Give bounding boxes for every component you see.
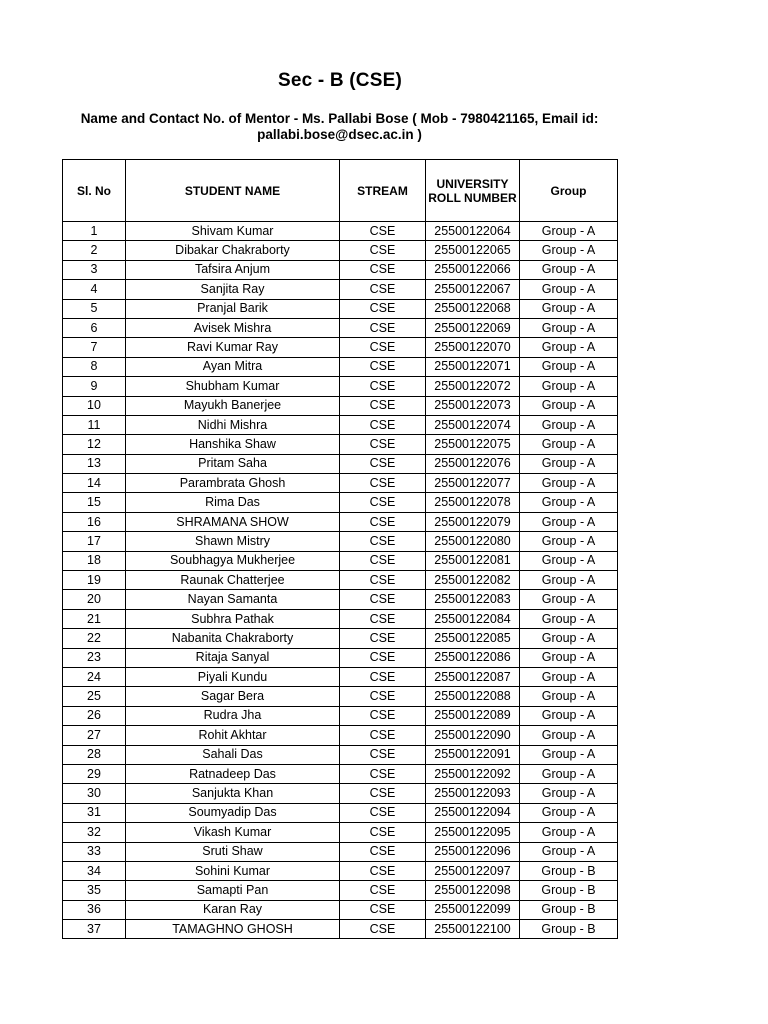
cell-sl-no: 19 <box>63 571 126 590</box>
table-row <box>63 609 618 628</box>
table-row <box>63 338 618 357</box>
cell-sl-no: 17 <box>63 532 126 551</box>
cell-university-roll-number: 25500122079 <box>426 512 520 531</box>
cell-student-name: Rudra Jha <box>126 706 340 725</box>
cell-student-name: Shubham Kumar <box>126 377 340 396</box>
table-row <box>63 571 618 590</box>
cell-sl-no: 15 <box>63 493 126 512</box>
cell-student-name: Nayan Samanta <box>126 590 340 609</box>
cell-student-name: TAMAGHNO GHOSH <box>126 920 340 939</box>
cell-university-roll-number: 25500122077 <box>426 474 520 493</box>
cell-sl-no: 21 <box>63 609 126 628</box>
cell-student-name: Raunak Chatterjee <box>126 571 340 590</box>
cell-student-name: Subhra Pathak <box>126 609 340 628</box>
mentor-info-line-2: pallabi.bose@dsec.ac.in ) <box>257 127 422 142</box>
cell-stream: CSE <box>340 299 426 318</box>
table-row <box>63 745 618 764</box>
cell-stream: CSE <box>340 280 426 299</box>
cell-stream: CSE <box>340 396 426 415</box>
cell-university-roll-number: 25500122064 <box>426 222 520 241</box>
cell-student-name: Pritam Saha <box>126 454 340 473</box>
cell-group: Group - A <box>520 648 618 667</box>
cell-stream: CSE <box>340 881 426 900</box>
cell-group: Group - A <box>520 803 618 822</box>
cell-student-name: SHRAMANA SHOW <box>126 512 340 531</box>
table-row <box>63 377 618 396</box>
cell-group: Group - B <box>520 920 618 939</box>
table-row <box>63 222 618 241</box>
cell-group: Group - A <box>520 493 618 512</box>
cell-university-roll-number: 25500122069 <box>426 318 520 337</box>
cell-student-name: Sanjita Ray <box>126 280 340 299</box>
student-roster-table <box>62 159 618 939</box>
cell-student-name: Soumyadip Das <box>126 803 340 822</box>
cell-stream: CSE <box>340 764 426 783</box>
cell-stream: CSE <box>340 435 426 454</box>
cell-sl-no: 22 <box>63 629 126 648</box>
cell-stream: CSE <box>340 512 426 531</box>
cell-group: Group - B <box>520 881 618 900</box>
cell-group: Group - A <box>520 454 618 473</box>
cell-student-name: Mayukh Banerjee <box>126 396 340 415</box>
cell-university-roll-number: 25500122071 <box>426 357 520 376</box>
cell-student-name: Nidhi Mishra <box>126 415 340 434</box>
page-title: Sec - B (CSE) <box>277 70 402 91</box>
cell-student-name: Ayan Mitra <box>126 357 340 376</box>
cell-student-name: Vikash Kumar <box>126 823 340 842</box>
cell-group: Group - A <box>520 318 618 337</box>
cell-stream: CSE <box>340 590 426 609</box>
cell-sl-no: 37 <box>63 920 126 939</box>
cell-group: Group - A <box>520 726 618 745</box>
cell-university-roll-number: 25500122096 <box>426 842 520 861</box>
table-row <box>63 280 618 299</box>
cell-sl-no: 10 <box>63 396 126 415</box>
table-row <box>63 357 618 376</box>
mentor-info-line-1: Name and Contact No. of Mentor - Ms. Pallabi Bose ( Mob - 7980421165, Email id: <box>80 111 599 126</box>
cell-sl-no: 26 <box>63 706 126 725</box>
cell-university-roll-number: 25500122088 <box>426 687 520 706</box>
cell-sl-no: 7 <box>63 338 126 357</box>
cell-stream: CSE <box>340 745 426 764</box>
cell-student-name: Samapti Pan <box>126 881 340 900</box>
cell-university-roll-number: 25500122075 <box>426 435 520 454</box>
cell-sl-no: 6 <box>63 318 126 337</box>
cell-stream: CSE <box>340 377 426 396</box>
cell-sl-no: 3 <box>63 260 126 279</box>
table-row <box>63 764 618 783</box>
table-row <box>63 687 618 706</box>
cell-sl-no: 30 <box>63 784 126 803</box>
cell-stream: CSE <box>340 706 426 725</box>
cell-stream: CSE <box>340 222 426 241</box>
cell-university-roll-number: 25500122072 <box>426 377 520 396</box>
cell-sl-no: 32 <box>63 823 126 842</box>
cell-sl-no: 14 <box>63 474 126 493</box>
cell-university-roll-number: 25500122076 <box>426 454 520 473</box>
cell-group: Group - A <box>520 377 618 396</box>
table-row <box>63 260 618 279</box>
header-sl-no: Sl. No <box>63 160 126 222</box>
table-row <box>63 861 618 880</box>
cell-student-name: Nabanita Chakraborty <box>126 629 340 648</box>
cell-group: Group - A <box>520 667 618 686</box>
header-university-roll-number <box>426 160 520 222</box>
cell-stream: CSE <box>340 609 426 628</box>
table-row <box>63 629 618 648</box>
cell-university-roll-number: 25500122086 <box>426 648 520 667</box>
cell-group: Group - A <box>520 338 618 357</box>
cell-sl-no: 24 <box>63 667 126 686</box>
table-row <box>63 590 618 609</box>
cell-stream: CSE <box>340 241 426 260</box>
cell-student-name: Tafsira Anjum <box>126 260 340 279</box>
cell-sl-no: 9 <box>63 377 126 396</box>
cell-sl-no: 12 <box>63 435 126 454</box>
cell-university-roll-number: 25500122090 <box>426 726 520 745</box>
cell-university-roll-number: 25500122097 <box>426 861 520 880</box>
table-row <box>63 823 618 842</box>
cell-sl-no: 1 <box>63 222 126 241</box>
cell-student-name: Piyali Kundu <box>126 667 340 686</box>
cell-stream: CSE <box>340 454 426 473</box>
cell-student-name: Karan Ray <box>126 900 340 919</box>
cell-group: Group - A <box>520 280 618 299</box>
table-row <box>63 299 618 318</box>
cell-stream: CSE <box>340 667 426 686</box>
cell-group: Group - A <box>520 706 618 725</box>
header-roll-line-1: UNIVERSITY <box>436 176 509 191</box>
cell-student-name: Sagar Bera <box>126 687 340 706</box>
cell-university-roll-number: 25500122095 <box>426 823 520 842</box>
cell-student-name: Rima Das <box>126 493 340 512</box>
header-roll-line-2: ROLL NUMBER <box>428 190 517 205</box>
cell-university-roll-number: 25500122066 <box>426 260 520 279</box>
cell-group: Group - A <box>520 222 618 241</box>
cell-student-name: Sruti Shaw <box>126 842 340 861</box>
cell-group: Group - A <box>520 609 618 628</box>
cell-stream: CSE <box>340 571 426 590</box>
cell-group: Group - A <box>520 823 618 842</box>
table-row <box>63 493 618 512</box>
table-row <box>63 726 618 745</box>
cell-university-roll-number: 25500122100 <box>426 920 520 939</box>
cell-stream: CSE <box>340 920 426 939</box>
cell-sl-no: 20 <box>63 590 126 609</box>
cell-stream: CSE <box>340 648 426 667</box>
cell-sl-no: 28 <box>63 745 126 764</box>
cell-stream: CSE <box>340 842 426 861</box>
cell-stream: CSE <box>340 532 426 551</box>
table-row <box>63 784 618 803</box>
table-row <box>63 396 618 415</box>
cell-university-roll-number: 25500122070 <box>426 338 520 357</box>
cell-student-name: Sahali Das <box>126 745 340 764</box>
cell-sl-no: 8 <box>63 357 126 376</box>
table-row <box>63 803 618 822</box>
table-row <box>63 318 618 337</box>
cell-stream: CSE <box>340 415 426 434</box>
cell-sl-no: 25 <box>63 687 126 706</box>
cell-stream: CSE <box>340 861 426 880</box>
cell-sl-no: 23 <box>63 648 126 667</box>
cell-group: Group - A <box>520 842 618 861</box>
cell-sl-no: 11 <box>63 415 126 434</box>
cell-group: Group - A <box>520 571 618 590</box>
cell-stream: CSE <box>340 474 426 493</box>
cell-student-name: Pranjal Barik <box>126 299 340 318</box>
cell-group: Group - A <box>520 357 618 376</box>
cell-university-roll-number: 25500122081 <box>426 551 520 570</box>
cell-group: Group - A <box>520 299 618 318</box>
table-row <box>63 415 618 434</box>
cell-group: Group - B <box>520 861 618 880</box>
table-row <box>63 241 618 260</box>
cell-university-roll-number: 25500122099 <box>426 900 520 919</box>
cell-university-roll-number: 25500122067 <box>426 280 520 299</box>
cell-group: Group - A <box>520 687 618 706</box>
cell-sl-no: 2 <box>63 241 126 260</box>
cell-student-name: Rohit Akhtar <box>126 726 340 745</box>
table-row <box>63 512 618 531</box>
header-stream: STREAM <box>340 160 426 222</box>
cell-student-name: Hanshika Shaw <box>126 435 340 454</box>
table-row <box>63 706 618 725</box>
cell-university-roll-number: 25500122098 <box>426 881 520 900</box>
cell-group: Group - A <box>520 590 618 609</box>
cell-student-name: Ritaja Sanyal <box>126 648 340 667</box>
cell-stream: CSE <box>340 551 426 570</box>
cell-sl-no: 29 <box>63 764 126 783</box>
table-row <box>63 474 618 493</box>
header-row <box>63 160 618 222</box>
cell-stream: CSE <box>340 629 426 648</box>
cell-university-roll-number: 25500122084 <box>426 609 520 628</box>
cell-group: Group - A <box>520 435 618 454</box>
cell-university-roll-number: 25500122093 <box>426 784 520 803</box>
table-header <box>63 160 618 222</box>
cell-university-roll-number: 25500122089 <box>426 706 520 725</box>
table-row <box>63 454 618 473</box>
cell-group: Group - A <box>520 764 618 783</box>
cell-sl-no: 4 <box>63 280 126 299</box>
cell-group: Group - A <box>520 745 618 764</box>
cell-student-name: Ravi Kumar Ray <box>126 338 340 357</box>
cell-group: Group - A <box>520 532 618 551</box>
cell-stream: CSE <box>340 318 426 337</box>
table-row <box>63 667 618 686</box>
cell-stream: CSE <box>340 726 426 745</box>
cell-university-roll-number: 25500122080 <box>426 532 520 551</box>
cell-university-roll-number: 25500122073 <box>426 396 520 415</box>
cell-group: Group - A <box>520 415 618 434</box>
cell-university-roll-number: 25500122078 <box>426 493 520 512</box>
cell-university-roll-number: 25500122085 <box>426 629 520 648</box>
cell-university-roll-number: 25500122082 <box>426 571 520 590</box>
cell-sl-no: 27 <box>63 726 126 745</box>
cell-sl-no: 34 <box>63 861 126 880</box>
cell-student-name: Soubhagya Mukherjee <box>126 551 340 570</box>
cell-stream: CSE <box>340 900 426 919</box>
cell-student-name: Avisek Mishra <box>126 318 340 337</box>
cell-sl-no: 16 <box>63 512 126 531</box>
cell-university-roll-number: 25500122065 <box>426 241 520 260</box>
cell-university-roll-number: 25500122083 <box>426 590 520 609</box>
cell-sl-no: 35 <box>63 881 126 900</box>
table-row <box>63 920 618 939</box>
cell-student-name: Dibakar Chakraborty <box>126 241 340 260</box>
cell-stream: CSE <box>340 493 426 512</box>
cell-sl-no: 31 <box>63 803 126 822</box>
cell-sl-no: 13 <box>63 454 126 473</box>
table-body <box>63 222 618 939</box>
cell-student-name: Shivam Kumar <box>126 222 340 241</box>
cell-university-roll-number: 25500122091 <box>426 745 520 764</box>
cell-stream: CSE <box>340 357 426 376</box>
cell-group: Group - B <box>520 900 618 919</box>
table-row <box>63 532 618 551</box>
table-row <box>63 551 618 570</box>
cell-university-roll-number: 25500122094 <box>426 803 520 822</box>
cell-stream: CSE <box>340 784 426 803</box>
cell-sl-no: 18 <box>63 551 126 570</box>
cell-group: Group - A <box>520 551 618 570</box>
cell-university-roll-number: 25500122074 <box>426 415 520 434</box>
cell-university-roll-number: 25500122087 <box>426 667 520 686</box>
cell-group: Group - A <box>520 474 618 493</box>
cell-group: Group - A <box>520 260 618 279</box>
cell-university-roll-number: 25500122092 <box>426 764 520 783</box>
cell-stream: CSE <box>340 823 426 842</box>
header-student-name: STUDENT NAME <box>126 160 340 222</box>
mentor-info <box>62 111 617 143</box>
cell-sl-no: 33 <box>63 842 126 861</box>
cell-group: Group - A <box>520 512 618 531</box>
cell-student-name: Parambrata Ghosh <box>126 474 340 493</box>
cell-stream: CSE <box>340 338 426 357</box>
cell-university-roll-number: 25500122068 <box>426 299 520 318</box>
header-group: Group <box>520 160 618 222</box>
cell-stream: CSE <box>340 687 426 706</box>
cell-group: Group - A <box>520 396 618 415</box>
table-row <box>63 842 618 861</box>
cell-stream: CSE <box>340 803 426 822</box>
table-row <box>63 435 618 454</box>
cell-student-name: Sanjukta Khan <box>126 784 340 803</box>
cell-group: Group - A <box>520 241 618 260</box>
cell-sl-no: 5 <box>63 299 126 318</box>
cell-student-name: Shawn Mistry <box>126 532 340 551</box>
cell-sl-no: 36 <box>63 900 126 919</box>
cell-group: Group - A <box>520 784 618 803</box>
cell-stream: CSE <box>340 260 426 279</box>
table-row <box>63 881 618 900</box>
table-row <box>63 900 618 919</box>
cell-student-name: Sohini Kumar <box>126 861 340 880</box>
cell-group: Group - A <box>520 629 618 648</box>
cell-student-name: Ratnadeep Das <box>126 764 340 783</box>
table-row <box>63 648 618 667</box>
